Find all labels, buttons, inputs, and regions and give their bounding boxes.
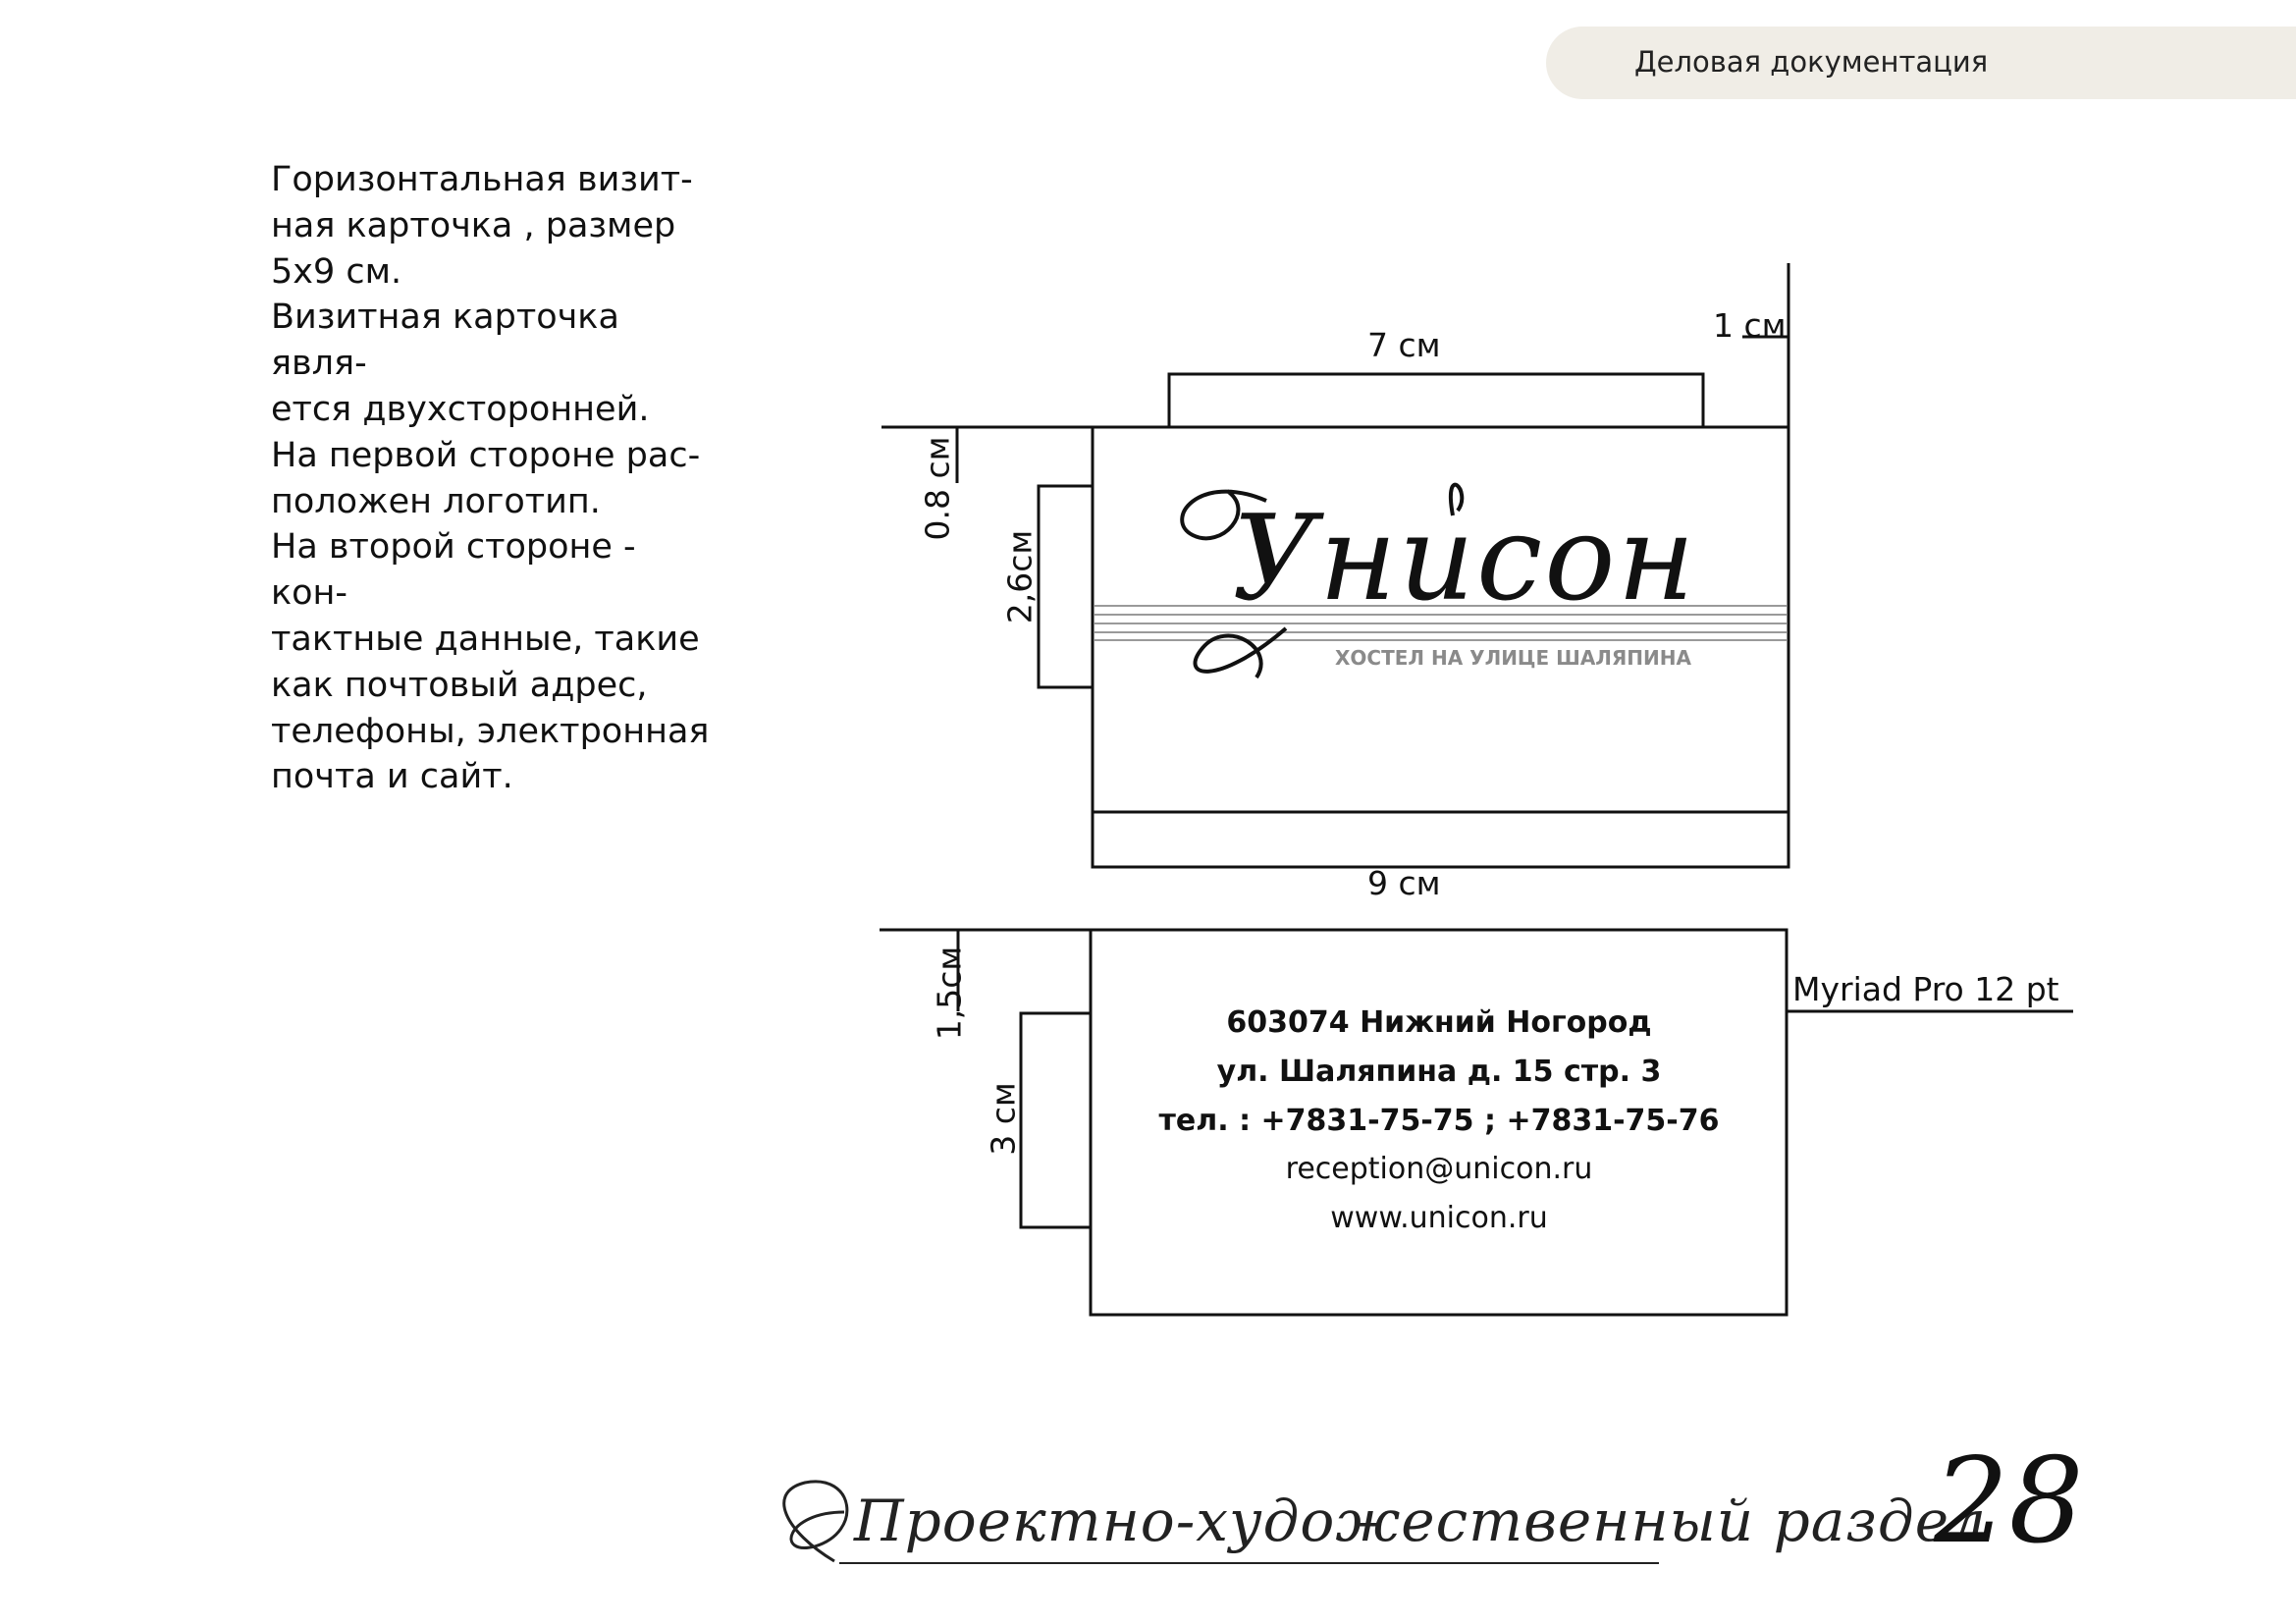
description-line: как почтовый адрес, xyxy=(271,665,648,705)
dim-bottom-label: 9 см xyxy=(1367,864,1441,902)
card-street-line: ул. Шаляпина д. 15 стр. 3 xyxy=(1216,1055,1662,1089)
description-line: Визитная карточка явля- xyxy=(271,298,619,384)
description-line: На второй стороне - кон- xyxy=(271,527,636,614)
logo-tail-flourish xyxy=(1196,628,1286,677)
description-line: Горизонтальная визит- xyxy=(271,160,693,199)
logo-text: Унисон xyxy=(1232,491,1697,627)
description-line: почта и сайт. xyxy=(271,757,513,797)
front-card-bottom-margin xyxy=(1093,812,1789,867)
back-left-height-label: 3 см xyxy=(984,1082,1023,1156)
card-address-line: 603074 Нижний Ногород xyxy=(1226,1005,1652,1040)
logo-subtitle: ХОСТЕЛ НА УЛИЦЕ ШАЛЯПИНА xyxy=(1335,646,1691,670)
description-line: На первой стороне рас- xyxy=(271,435,701,475)
description-line: положен логотип. xyxy=(271,481,601,521)
font-note-label: Myriad Pro 12 pt xyxy=(1792,970,2059,1008)
description-line: тактные данные, такие xyxy=(271,619,700,659)
page-number: 28 xyxy=(1934,1434,2084,1570)
dim-top-bracket xyxy=(1169,374,1703,427)
dim-top-label: 7 см xyxy=(1367,326,1441,364)
footer-title: Проектно-художественный раздел xyxy=(854,1488,1987,1554)
description-line: ная карточка , размер xyxy=(271,205,676,245)
dim-left-height-label: 2,6см xyxy=(1000,529,1040,624)
description-line: телефоны, электронная xyxy=(271,711,710,751)
footer-flourish xyxy=(784,1482,847,1561)
back-left-bracket xyxy=(1021,1013,1091,1227)
back-left-offset-label: 1,5см xyxy=(930,946,969,1041)
dim-left-offset-label: 0.8 см xyxy=(918,436,957,541)
dim-left-bracket xyxy=(1039,486,1093,687)
card-email-line: reception@unicon.ru xyxy=(1285,1152,1593,1186)
card-website-line: www.unicon.ru xyxy=(1330,1201,1548,1235)
section-label: Деловая документация xyxy=(1634,45,1989,79)
description-line: 5х9 см. xyxy=(271,251,402,292)
dim-top-right-label: 1 см xyxy=(1713,306,1787,345)
description-line: ется двухсторонней. xyxy=(271,389,650,429)
card-phone-line: тел. : +7831-75-75 ; +7831-75-76 xyxy=(1158,1104,1720,1138)
